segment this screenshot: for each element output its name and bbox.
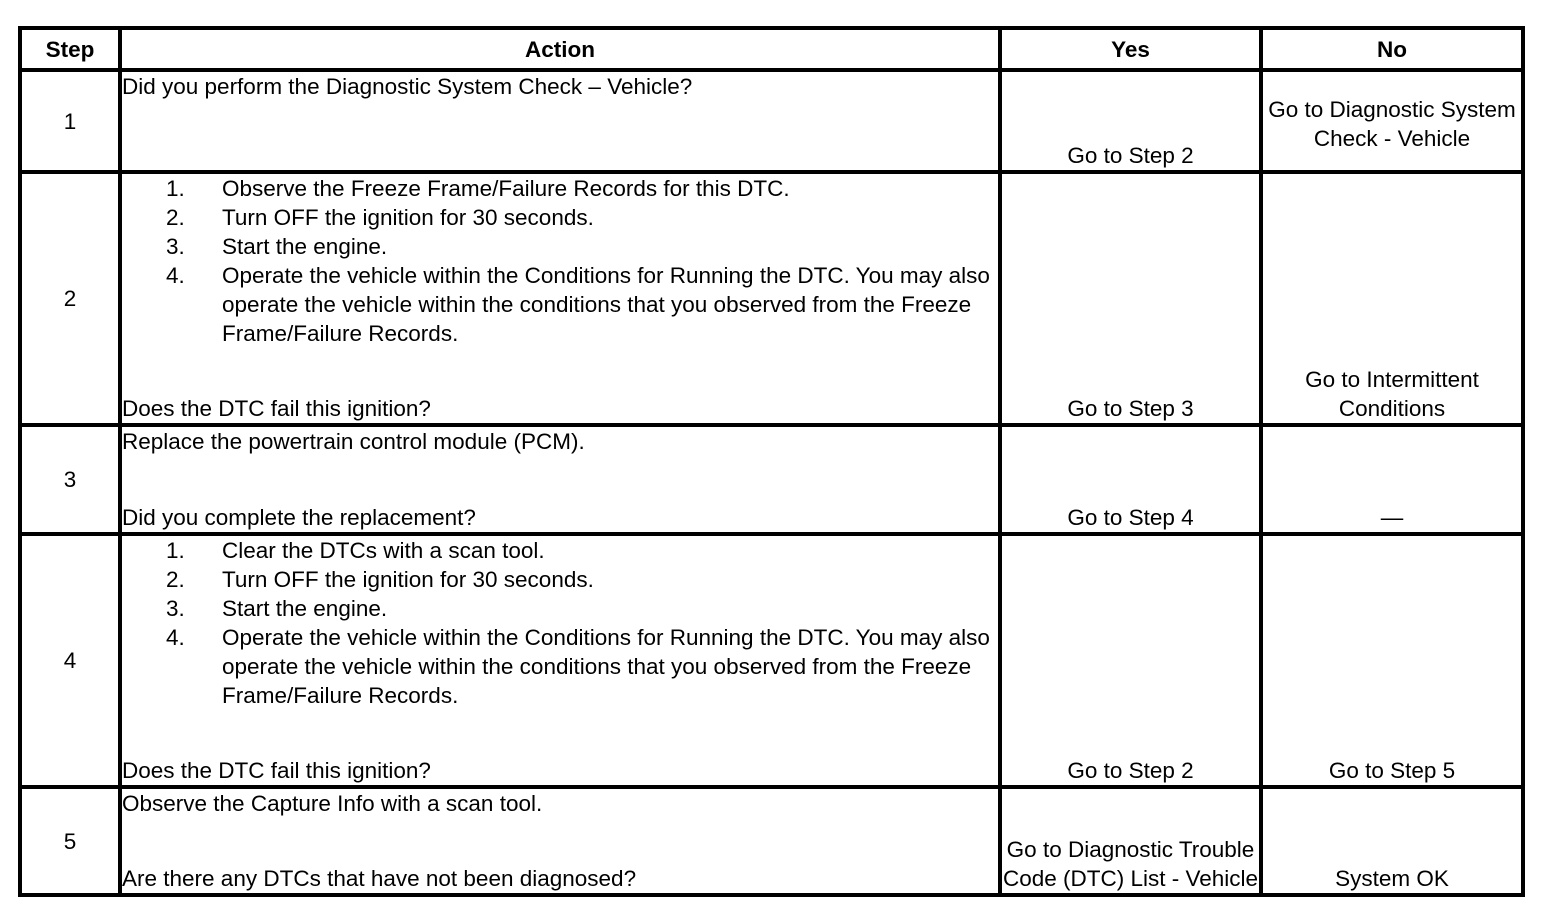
header-yes: Yes <box>1000 28 1261 70</box>
yes-cell: Go to Step 3 <box>1000 172 1261 425</box>
list-item: 2. Turn OFF the ignition for 30 seconds. <box>166 205 594 230</box>
no-cell: System OK <box>1261 787 1523 895</box>
step-number: 2 <box>20 172 120 425</box>
action-text: Replace the powertrain control module (PCM). <box>122 429 585 454</box>
action-text: Did you perform the Diagnostic System Check – Vehicle? <box>122 74 693 99</box>
action-question: Does the DTC fail this ignition? <box>122 758 431 783</box>
list-item: 1. Clear the DTCs with a scan tool. <box>166 538 545 563</box>
yes-cell: Go to Step 4 <box>1000 425 1261 534</box>
yes-cell: Go to Step 2 <box>1000 70 1261 172</box>
action-question: Are there any DTCs that have not been diagnosed? <box>122 866 637 891</box>
action-question: Did you complete the replacement? <box>122 505 476 530</box>
yes-cell: Go to Step 2 <box>1000 534 1261 787</box>
no-cell: — <box>1261 425 1523 534</box>
action-cell <box>120 425 1000 534</box>
action-cell <box>120 172 1000 425</box>
table-row <box>20 425 1523 534</box>
step-number: 4 <box>20 534 120 787</box>
action-question: Does the DTC fail this ignition? <box>122 396 431 421</box>
action-cell <box>120 534 1000 787</box>
step-number: 5 <box>20 787 120 895</box>
no-cell: Go to Diagnostic System Check - Vehicle <box>1261 70 1523 172</box>
yes-cell: Go to Diagnostic Trouble Code (DTC) List - Vehicle <box>1000 787 1261 895</box>
diagnostic-table <box>18 26 1525 897</box>
action-list <box>122 174 998 348</box>
no-cell: Go to Intermittent Conditions <box>1261 172 1523 425</box>
list-item: 3. Start the engine. <box>166 596 388 621</box>
list-item: 2. Turn OFF the ignition for 30 seconds. <box>166 567 594 592</box>
table-row <box>20 70 1523 172</box>
header-no: No <box>1261 28 1523 70</box>
header-action: Action <box>120 28 1000 70</box>
list-item: 3. Start the engine. <box>166 234 388 259</box>
list-item: 4. Operate the vehicle within the Conditions for Running the DTC. You may also operate the vehicle within the conditions that you observed from the Freeze Frame/Failure Records. <box>166 263 990 346</box>
action-cell <box>120 70 1000 172</box>
action-text: Observe the Capture Info with a scan tool. <box>122 791 543 816</box>
step-number: 3 <box>20 425 120 534</box>
table-row <box>20 534 1523 787</box>
action-cell <box>120 787 1000 895</box>
table-row <box>20 172 1523 425</box>
step-number: 1 <box>20 70 120 172</box>
action-list <box>122 536 998 710</box>
no-cell: Go to Step 5 <box>1261 534 1523 787</box>
list-item: 1. Observe the Freeze Frame/Failure Records for this DTC. <box>166 176 790 201</box>
table-row <box>20 787 1523 895</box>
header-row <box>20 28 1523 70</box>
header-step: Step <box>20 28 120 70</box>
list-item: 4. Operate the vehicle within the Conditions for Running the DTC. You may also operate the vehicle within the conditions that you observed from the Freeze Frame/Failure Records. <box>166 625 990 708</box>
